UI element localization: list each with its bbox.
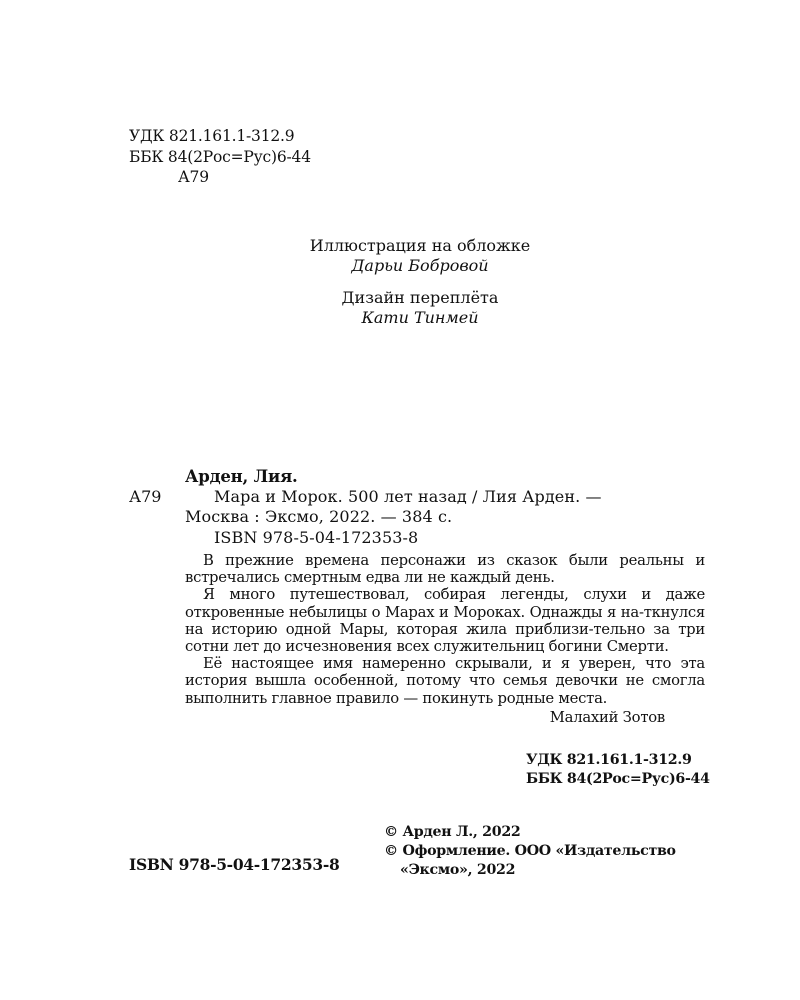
udk-top: УДК 821.161.1-312.9 bbox=[129, 127, 295, 145]
annotation-paragraph-2: Я много путешествовал, собирая легенды, слухи и даже откровенные небылицы о Марах и Мороках. Однажды я на-ткнулся на историю одной Мары, которая жила приблизи-тельно за три сотни лет до исчезновения всех служительниц богини Смерти. bbox=[185, 586, 705, 656]
binding-label: Дизайн переплёта bbox=[341, 288, 499, 307]
annotation-paragraph-3: Её настоящее имя намеренно скрывали, и я уверен, что эта история вышла особенной, потому что семья девочки не смогла выполнить главное правило — покинуть родные места. bbox=[185, 655, 705, 707]
entry-publication-line: Москва : Эксмо, 2022. — 384 с. bbox=[185, 507, 453, 526]
entry-author: Арден, Лия. bbox=[185, 467, 298, 486]
bbk-top: ББК 84(2Рос=Рус)6-44 bbox=[129, 148, 311, 166]
binding-credit bbox=[280, 288, 560, 328]
isbn-bottom: ISBN 978-5-04-172353-8 bbox=[129, 855, 340, 874]
bbk-bottom: ББК 84(2Рос=Рус)6-44 bbox=[526, 771, 710, 787]
annotation bbox=[185, 552, 705, 726]
entry-title-line: Мара и Морок. 500 лет назад / Лия Арден. — bbox=[214, 487, 602, 506]
binding-name: Кати Тинмей bbox=[361, 308, 479, 327]
annotation-paragraph-1: В прежние времена персонажи из сказок были реальны и встречались смертным едва ли не каждый день. bbox=[185, 552, 705, 587]
copyright-publisher: «Эксмо», 2022 bbox=[400, 862, 516, 878]
entry-code: А79 bbox=[129, 487, 162, 506]
illustration-name: Дарьи Бобровой bbox=[351, 256, 489, 275]
copyright-author: © Арден Л., 2022 bbox=[384, 824, 521, 840]
annotation-signature: Малахий Зотов bbox=[549, 708, 665, 726]
copyright-design: © Оформление. ООО «Издательство bbox=[384, 843, 676, 859]
udk-bottom: УДК 821.161.1-312.9 bbox=[526, 752, 692, 768]
illustration-credit bbox=[280, 236, 560, 276]
entry-isbn: ISBN 978-5-04-172353-8 bbox=[214, 528, 419, 547]
illustration-label: Иллюстрация на обложке bbox=[309, 236, 531, 255]
author-code-top: А79 bbox=[178, 168, 209, 186]
